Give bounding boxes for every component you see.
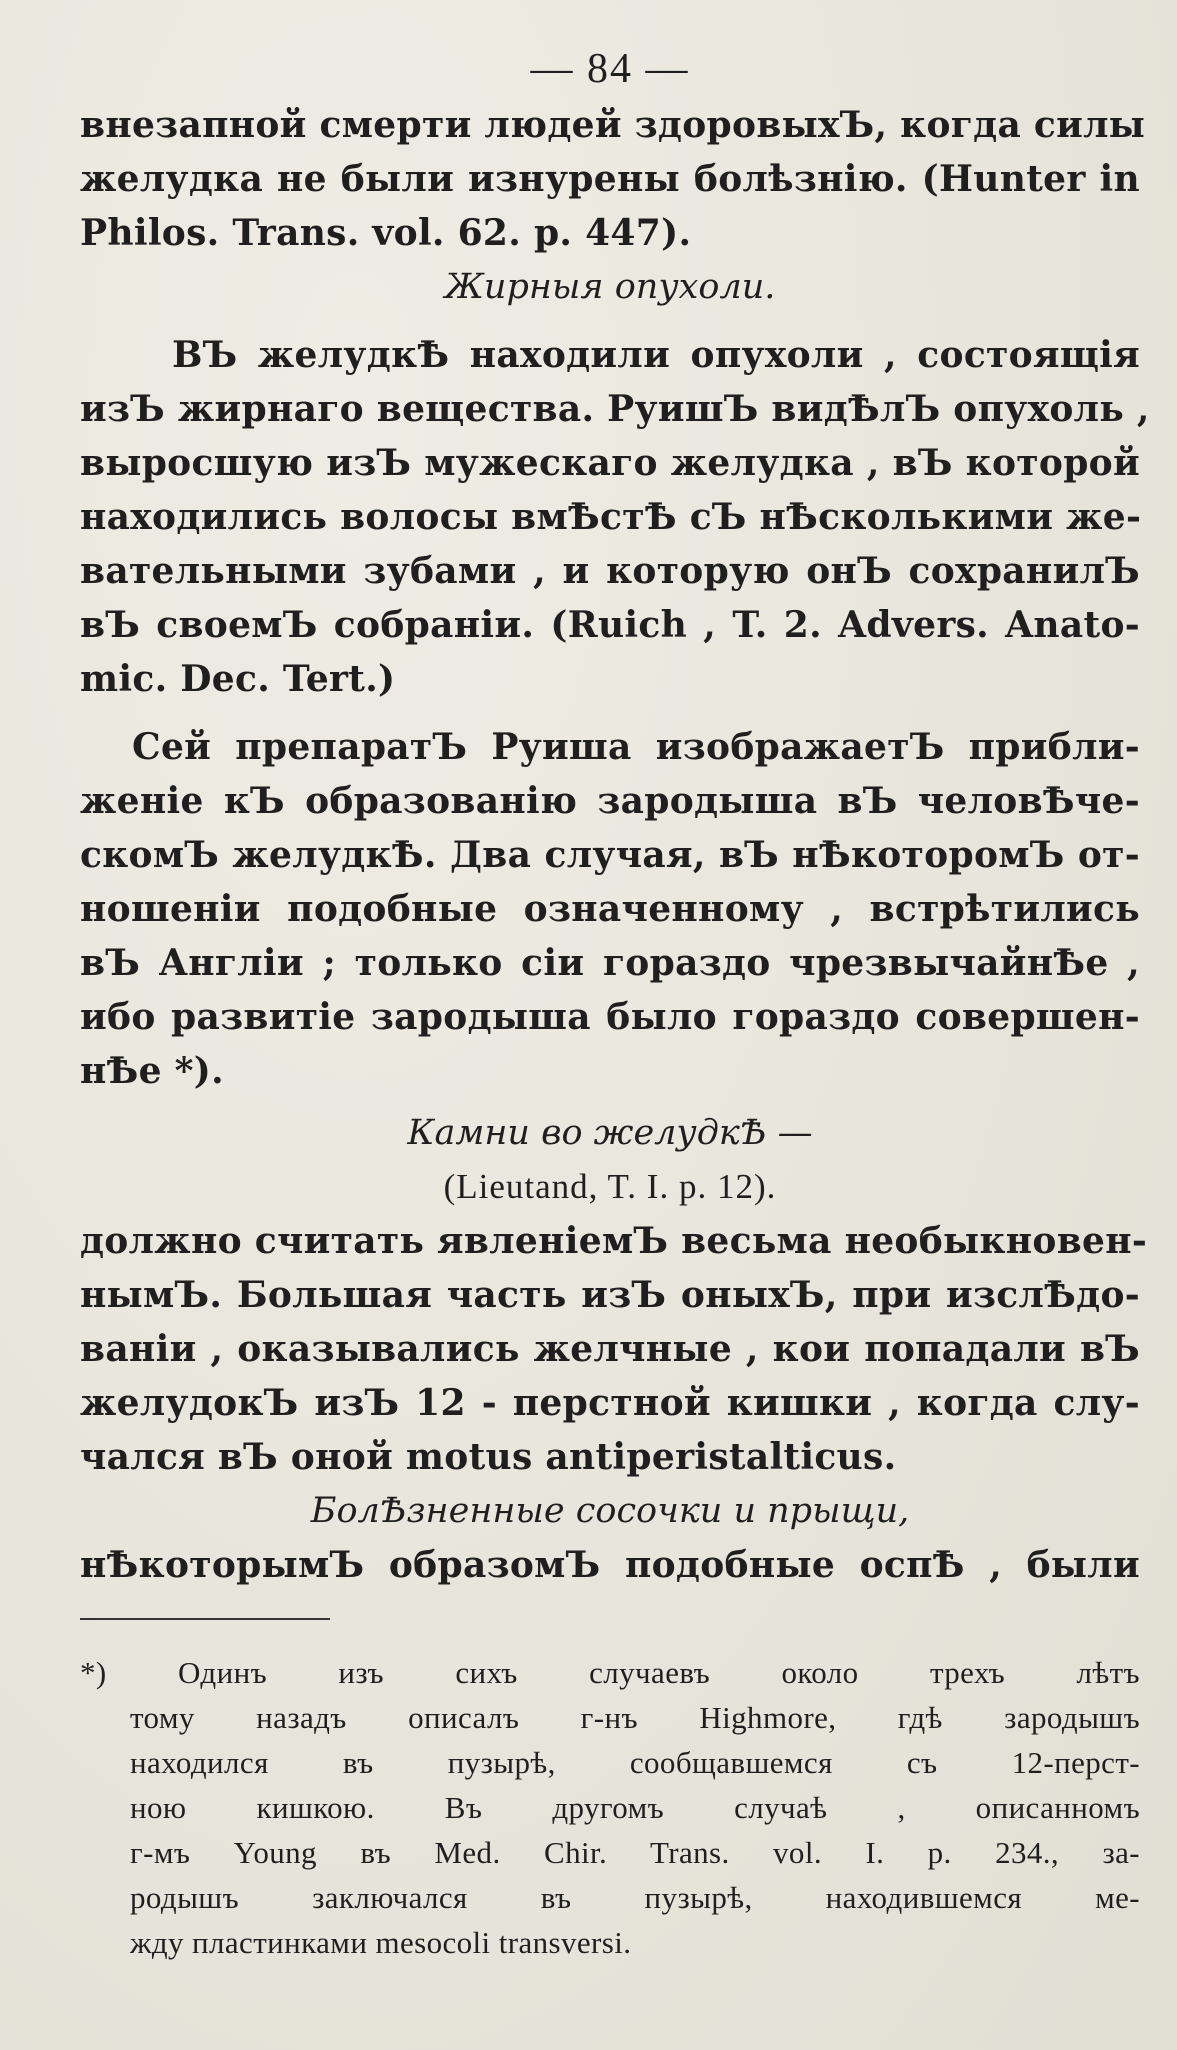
- footnote-line: тому назадъ описалъ г-нъ Highmore, гдѣ зародышъ: [130, 1700, 1140, 1735]
- paragraph-papillae: [80, 1538, 1140, 1592]
- section-heading-fatty-tumors: Жирныя опухоли.: [444, 267, 776, 307]
- book-page: [80, 40, 1150, 1965]
- text-line: находились волосы вмѢстѢ сЪ нѢсколькими же-: [80, 496, 1142, 538]
- text-line: Philos. Trans. vol. 62. p. 447).: [80, 212, 692, 254]
- section-subheading-citation: (Lieutand, T. I. p. 12).: [443, 1167, 777, 1206]
- paragraph-ruysch-specimen: [80, 720, 1140, 1098]
- footnote-line: родышъ заключался въ пузырѣ, находившемся ме-: [130, 1880, 1140, 1915]
- text-line: ибо развитіе зародыша было гораздо совершен-: [80, 996, 1140, 1038]
- text-line: вЪ своемЪ собраніи. (Ruich , T. 2. Advers. Anato-: [80, 604, 1140, 646]
- page-number: — 84 —: [530, 46, 690, 92]
- text-line: ВЪ желудкѢ находили опухоли , состоящія: [172, 334, 1140, 376]
- footnote-line: ною кишкою. Въ другомъ случаѣ , описанномъ: [130, 1790, 1140, 1825]
- text-line: изЪ жирнаго вещества. РуишЪ видѢлЪ опухоль ,: [80, 388, 1150, 430]
- paragraph-sudden-death: [80, 98, 1146, 260]
- section-heading-stomach-stones: Камни во желудкѢ —: [407, 1113, 813, 1153]
- text-line: вЪ Англіи ; только сіи гораздо чрезвычайнѢе ,: [80, 942, 1140, 984]
- text-line: скомЪ желудкѢ. Два случая, вЪ нѢкоторомЪ от-: [80, 834, 1140, 876]
- text-line: нѢкоторымЪ образомЪ подобные оспѢ , были: [80, 1544, 1140, 1586]
- text-line: женіе кЪ образованію зародыша вЪ человѢче-: [80, 780, 1140, 822]
- footnote-line: г-мъ Young въ Med. Chir. Trans. vol. I. p. 234., за-: [130, 1835, 1140, 1870]
- paragraph-fatty-tumors: [80, 328, 1150, 706]
- text-line: mic. Dec. Tert.): [80, 658, 396, 700]
- text-line: ваніи , оказывались желчные , кои попадали вЪ: [80, 1328, 1140, 1370]
- text-line: нымЪ. Большая часть изЪ оныхЪ, при изслѢдо-: [80, 1274, 1140, 1316]
- footnote: [80, 1650, 1140, 1965]
- text-line: нѢе *).: [80, 1050, 224, 1092]
- text-line: внезапной смерти людей здоровыхЪ, когда силы: [80, 104, 1146, 146]
- text-line: желудка не были изнурены болѣзнію. (Hunter in: [80, 158, 1140, 200]
- footnote-line: находился въ пузырѣ, сообщавшемся съ 12-перст-: [130, 1745, 1140, 1780]
- text-line: желудокЪ изЪ 12 - перстной кишки , когда слу-: [80, 1382, 1140, 1424]
- text-line: ношеніи подобные означенному , встрѣтились: [80, 888, 1140, 930]
- footnote-line: жду пластинками mesocoli transversi.: [130, 1925, 632, 1960]
- footnote-line: *) Одинъ изъ сихъ случаевъ около трехъ лѣтъ: [80, 1655, 1140, 1690]
- text-line: выросшую изЪ мужескаго желудка , вЪ которой: [80, 442, 1140, 484]
- paragraph-stomach-stones: [80, 1214, 1148, 1484]
- text-line: чался вЪ оной motus antiperistalticus.: [80, 1436, 897, 1478]
- text-line: Сей препаратЪ Руиша изображаетЪ прибли-: [132, 726, 1140, 768]
- text-line: должно считать явленіемЪ весьма необыкновен-: [80, 1220, 1148, 1262]
- footnote-divider: [80, 1618, 330, 1620]
- spacer: [80, 706, 1140, 720]
- text-line: вательными зубами , и которую онЪ сохранилЪ: [80, 550, 1140, 592]
- section-heading-papillae: БолѢзненные сосочки и прыщи,: [310, 1491, 910, 1531]
- spacer: [80, 314, 1140, 328]
